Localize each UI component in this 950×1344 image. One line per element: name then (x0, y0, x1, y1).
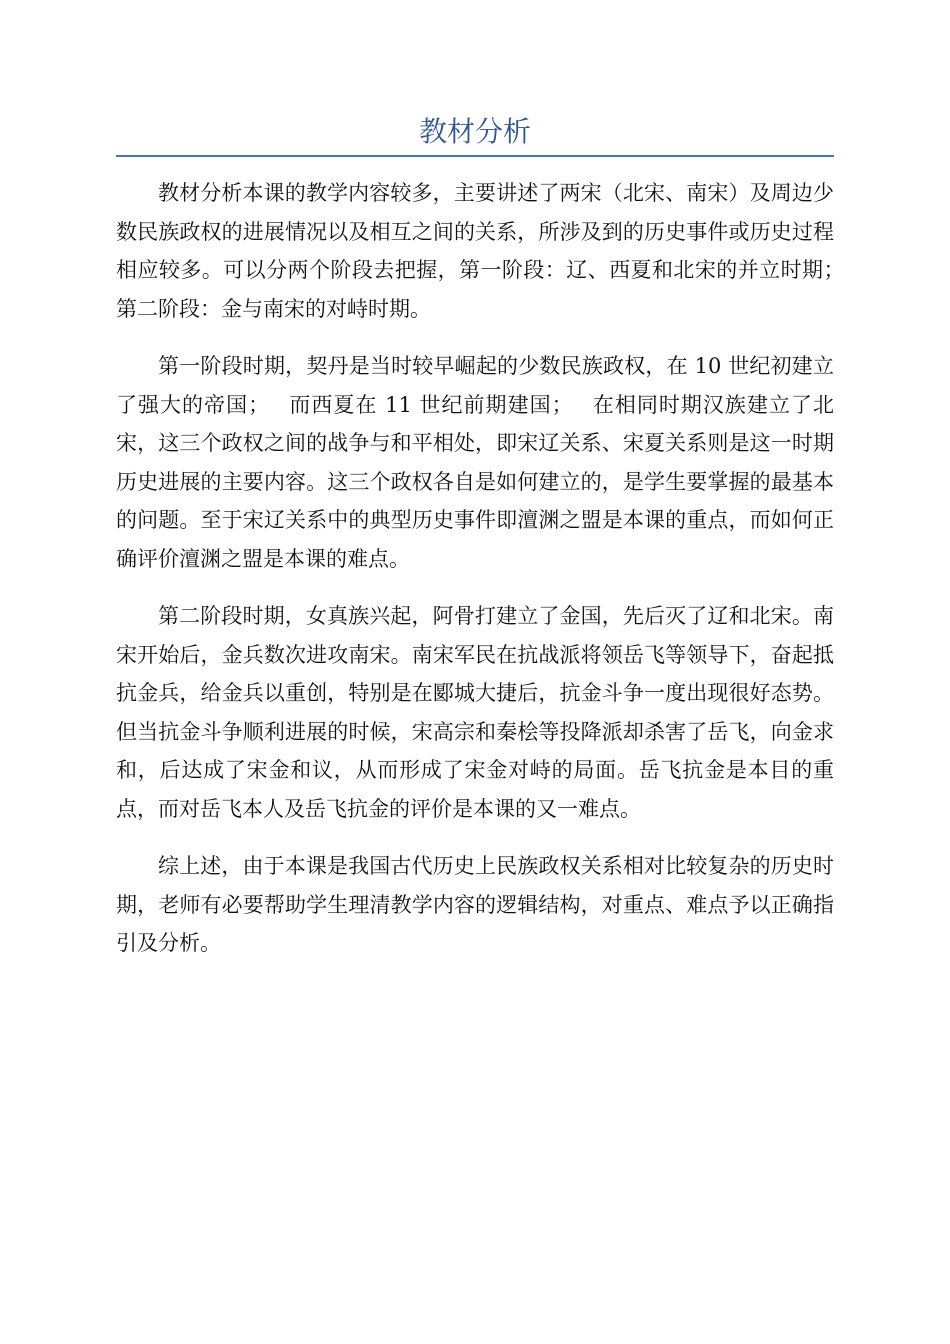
document-title: 教材分析 (418, 115, 531, 148)
title-underline (116, 155, 834, 157)
paragraph-summary: 综上述，由于本课是我国古代历史上民族政权关系相对比较复杂的历史时期，老师有必要帮助学生理清教学内容的逻辑结构，对重点、难点予以正确指引及分析。 (116, 854, 834, 955)
paragraph-first-stage: 第一阶段时期，契丹是当时较早崛起的少数民族政权，在 10 世纪初建立了强大的帝国； 而西夏在 11 世纪前期建国； 在相同时期汉族建立了北宋，这三个政权之间的战争与和平相处，即宋辽关系、宋夏关系则是这一时期历史进展的主要内容。这三个政权各自是如何建立的，是学生要掌握的最基本的问题。至于宋辽关系中的典型历史事件即澶渊之盟是本课的重点，而如何正确评价澶渊之盟是本课的难点。 (116, 354, 834, 571)
document-body (116, 174, 862, 982)
paragraph-second-stage: 第二阶段时期，女真族兴起，阿骨打建立了金国，先后灭了辽和北宋。南宋开始后，金兵数次进攻南宋。南宋军民在抗战派将领岳飞等领导下，奋起抵抗金兵，给金兵以重创，特别是在郾城大捷后，抗金斗争一度出现很好态势。但当抗金斗争顺利进展的时候，宋高宗和秦桧等投降派却杀害了岳飞，向金求和，后达成了宋金和议，从而形成了宋金对峙的局面。岳飞抗金是本目的重点，而对岳飞本人及岳飞抗金的评价是本课的又一难点。 (116, 604, 834, 821)
paragraph-overview: 教材分析本课的教学内容较多，主要讲述了两宋（北宋、南宋）及周边少数民族政权的进展情况以及相互之间的关系，所涉及到的历史事件或历史过程相应较多。可以分两个阶段去把握，第一阶段：辽、西夏和北宋的并立时期； 第二阶段：金与南宋的对峙时期。 (116, 181, 862, 321)
